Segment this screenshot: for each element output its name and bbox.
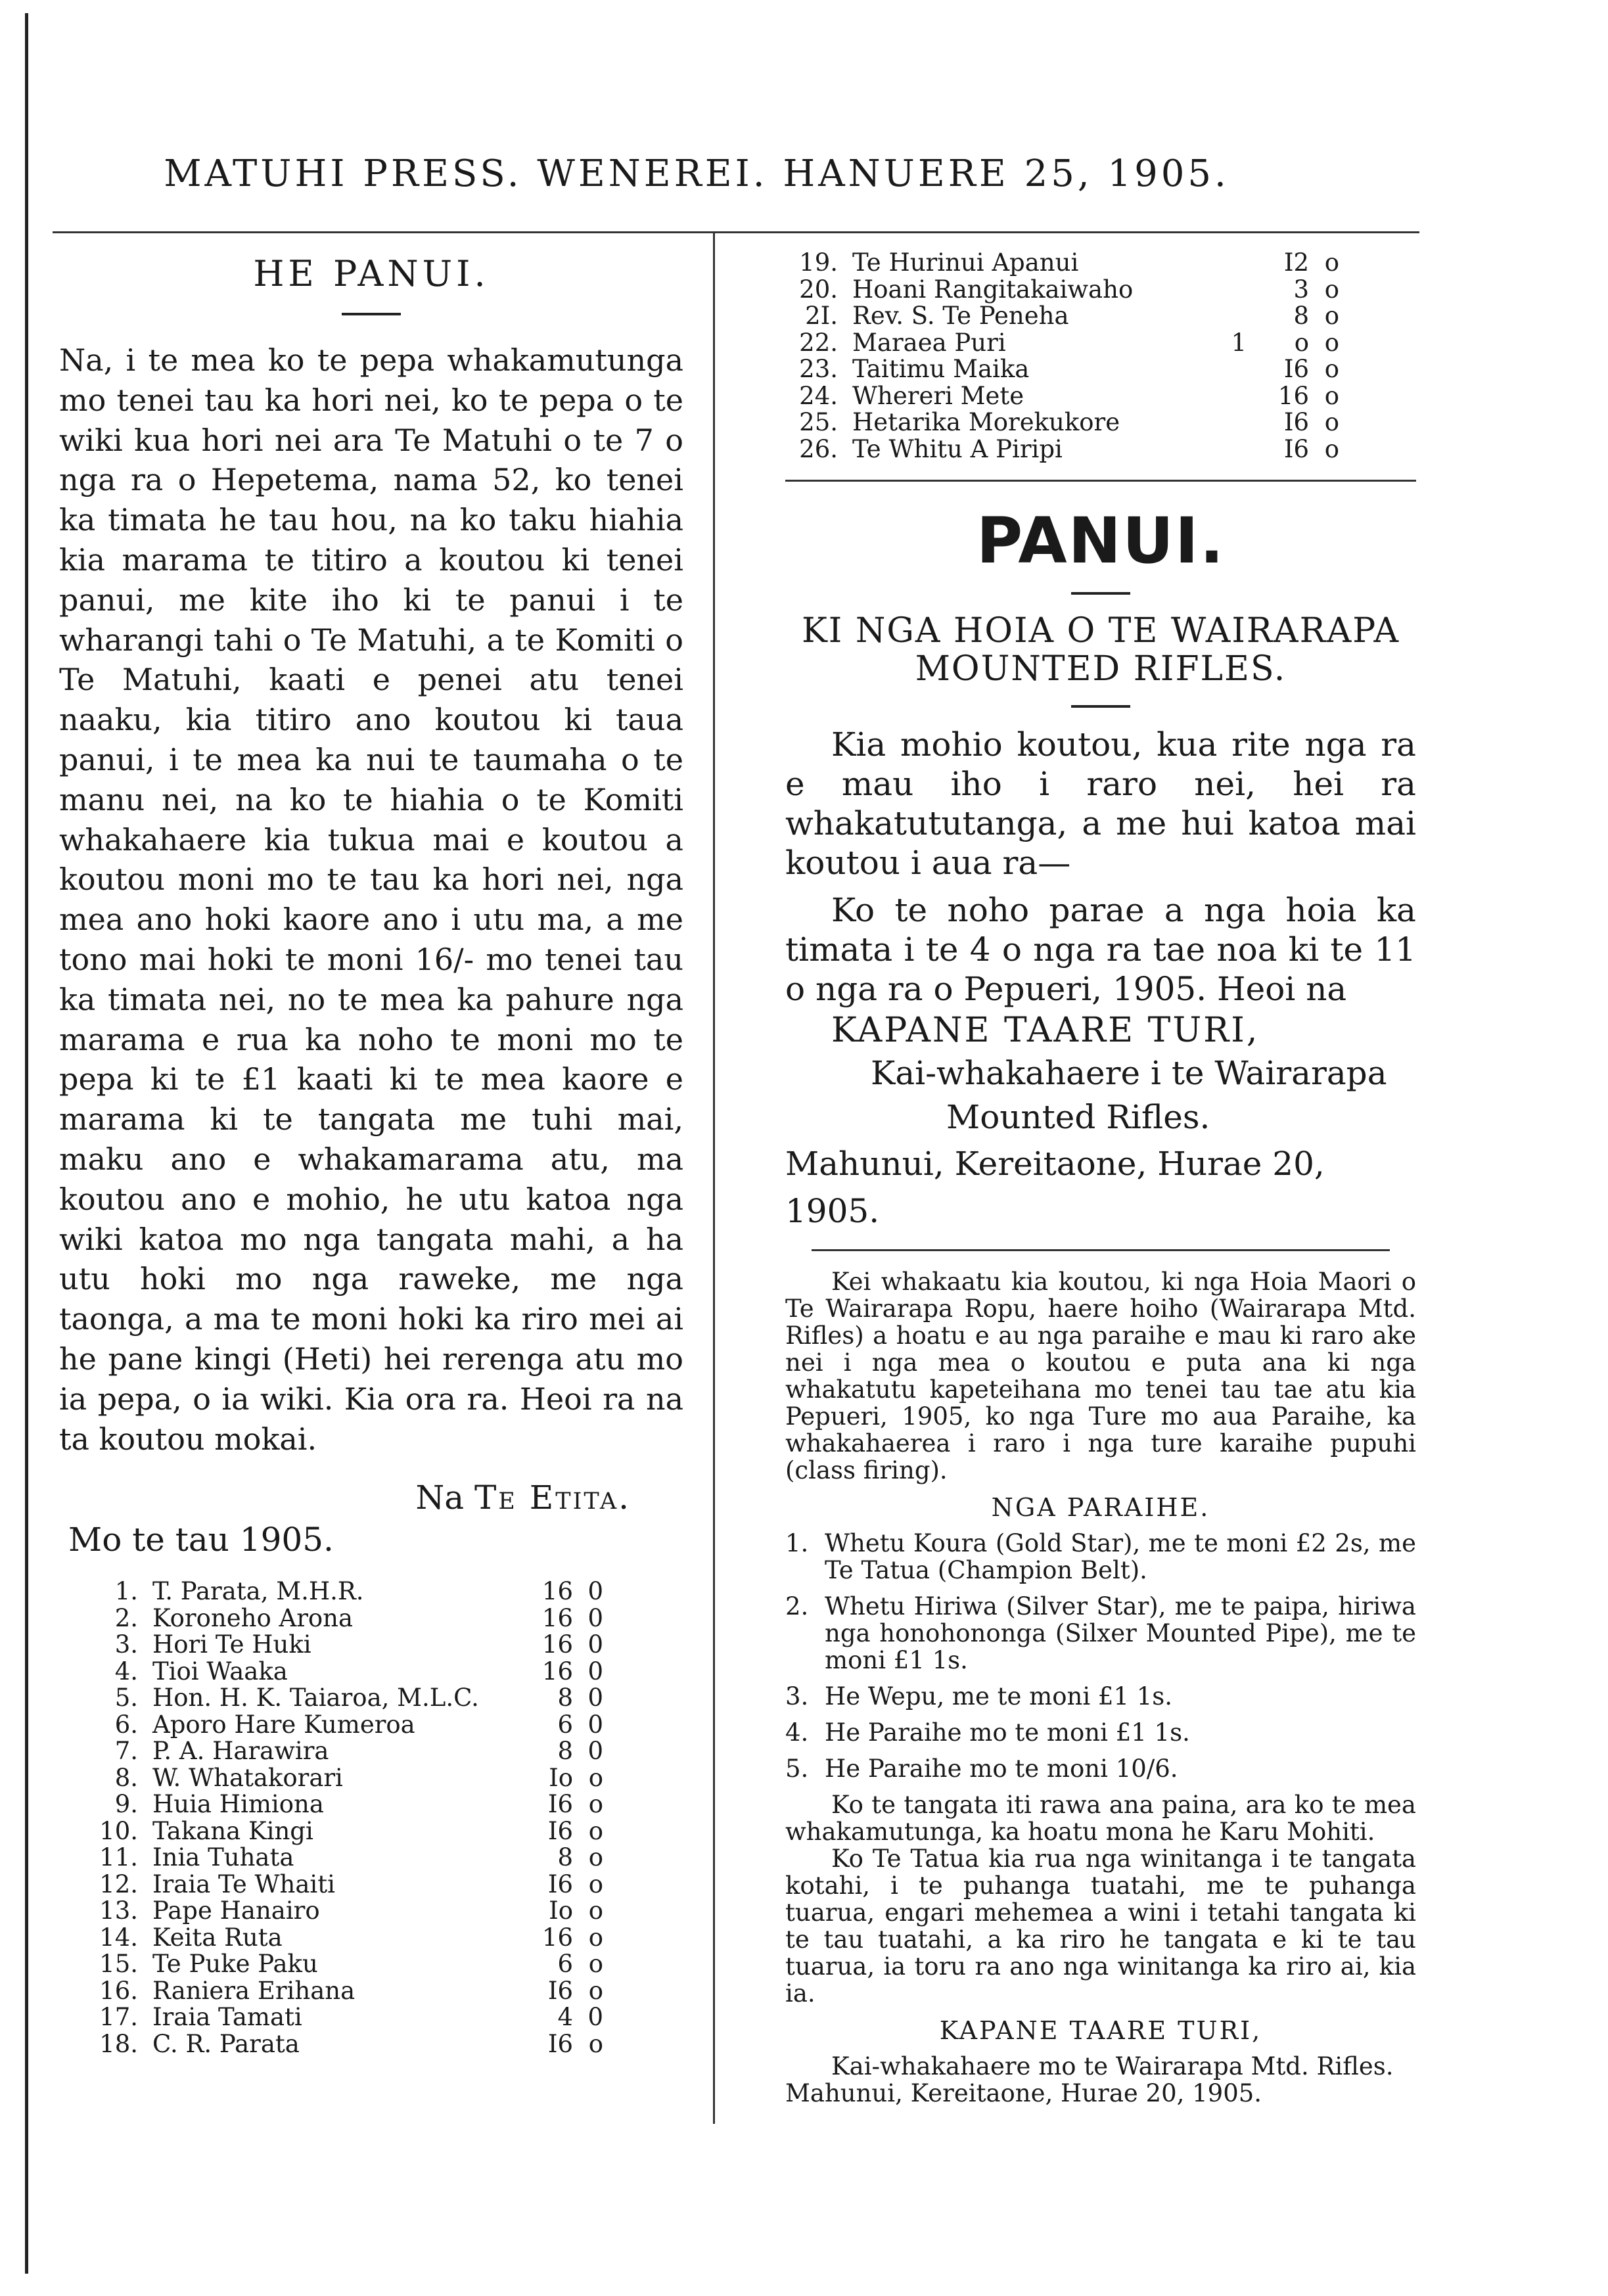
amount-pence: 0	[587, 2003, 603, 2032]
prize-text: Whetu Koura (Gold Star), me te moni £2 2s, me Te Tatua (Champion Belt).	[825, 1529, 1416, 1584]
subscriber-name: T. Parata, M.H.R.	[152, 1577, 364, 1606]
row-number: 20.	[799, 275, 838, 304]
prize-text: He Paraihe mo te moni £1 1s.	[825, 1718, 1190, 1747]
table-row	[85, 1925, 603, 1952]
subscriber-name: Aporo Hare Kumeroa	[152, 1710, 415, 1739]
subscriber-name: Te Whitu A Piripi	[852, 434, 1063, 463]
subscriber-name: Maraea Puri	[852, 328, 1006, 357]
table-row	[85, 1659, 603, 1686]
amount-shillings: 16	[541, 1603, 573, 1632]
amount-shillings: 6	[557, 1950, 573, 1979]
table-row	[85, 2031, 603, 2058]
row-number: 1.	[114, 1577, 138, 1606]
amount-pence: 0	[587, 1603, 603, 1632]
prize-text: Whetu Hiriwa (Silver Star), me te paipa, hiriwa nga honohononga (Silxer Mounted Pipe), me te moni £1 1s.	[825, 1592, 1416, 1674]
amount-pence: o	[588, 1816, 603, 1845]
amount-shillings: I6	[547, 2029, 573, 2058]
heading-rule	[342, 313, 401, 315]
amount-pounds	[1207, 436, 1247, 463]
amount-pounds	[1207, 356, 1247, 383]
table-row	[785, 330, 1339, 357]
amount-pence: o	[588, 1870, 603, 1898]
amount-pence: 0	[587, 1657, 603, 1686]
subscriber-name: Whereri Mete	[852, 381, 1024, 410]
row-number: 13.	[99, 1896, 138, 1925]
table-row	[85, 2004, 603, 2031]
editor-notice-body: Na, i te mea ko te pepa whakamutunga mo tenei tau ka hori nei, ko te pepa o te wiki kua hori nei ara Te Matuhi o te 7 o nga ra o Hepetema, nama 52, ko tenei ka timata he tau hou, na ko taku hiahia kia marama te titiro a koutou ki tenei panui, me kite iho ki te panui i te wharangi tahi o Te Matuhi, a te Komiti o Te Matuhi, kaati e penei atu tenei naaku, kia titiro ano koutou ki taua panui, i te mea ka nui te taumaha o te manu nei, na ko te hiahia o te Komiti whakahaere kia tukua mai e koutou a koutou moni mo te tau ka hori nei, nga mea ano hoki kaore ano i utu ma, a me tono mai hoki te moni 16/- mo tenei tau ka timata nei, no te mea ka pahure nga marama e rua ka noho te moni mo te pepa ki te £1 kaati ki te mea kaore e marama ki te tangata me tuhi mai, maku ano e whakamarama atu, ma koutou ano e mohio, he utu katoa nga wiki katoa mo nga tangata mahi, a ha utu hoki mo nga raweke, me nga taonga, a ma te moni hoki ka riro mei ai he pane kingi (Heti) hei rerenga atu mo ia pepa, o ia wiki. Kia ora ra. Heoi ra na ta koutou mokai.	[59, 342, 683, 1457]
margin-rule	[25, 13, 28, 2274]
table-row	[85, 1845, 603, 1871]
amount-shillings: Io	[549, 1763, 573, 1792]
notice-heading	[785, 612, 1416, 688]
amount-shillings: 16	[541, 1577, 573, 1606]
amount-shillings: Io	[549, 1896, 573, 1925]
he-panui-heading: HE PANUI.	[253, 253, 490, 294]
amount-shillings: I6	[1283, 355, 1309, 383]
section-rule	[785, 480, 1416, 482]
amount-shillings: 8	[1293, 302, 1309, 330]
amount-pence: o	[588, 1790, 603, 1819]
prize-signature-title: Kai-whakahaere mo te Wairarapa Mtd. Rifles.	[831, 2052, 1394, 2080]
amount-pence: o	[588, 2029, 603, 2058]
table-row	[85, 1818, 603, 1845]
signature-name: Te Etita.	[474, 1479, 631, 1517]
table-row	[785, 356, 1339, 383]
amount-pence: o	[588, 1923, 603, 1952]
subscriber-name: Te Hurinui Apanui	[852, 248, 1079, 277]
table-row	[785, 383, 1339, 410]
row-number: 2.	[114, 1603, 138, 1632]
amount-pence: 0	[587, 1577, 603, 1606]
masthead-rule	[53, 231, 1419, 233]
panui-title: PANUI.	[976, 504, 1226, 578]
row-number: 17.	[99, 2003, 138, 2032]
row-number: 10.	[99, 1816, 138, 1845]
prize-number: 1.	[785, 1529, 809, 1557]
subscriber-name: Rev. S. Te Peneha	[852, 302, 1069, 330]
row-number: 11.	[99, 1843, 138, 1872]
table-row	[85, 1632, 603, 1659]
row-number: 2I.	[805, 302, 838, 330]
amount-pence: o	[1324, 302, 1339, 330]
amount-pence: o	[1324, 408, 1339, 436]
list-item	[785, 1683, 1416, 1710]
table-row	[85, 1951, 603, 1978]
subscriber-name: P. A. Harawira	[152, 1737, 329, 1766]
amount-shillings: I6	[547, 1976, 573, 2005]
subscriber-name: Hetarika Morekukore	[852, 408, 1120, 436]
prize-signature-name: KAPANE TAARE TURI,	[939, 2016, 1262, 2045]
left-column	[59, 253, 683, 2057]
amount-shillings: 6	[557, 1710, 573, 1739]
section-rule-2	[812, 1249, 1390, 1251]
row-number: 8.	[114, 1763, 138, 1792]
row-number: 25.	[799, 408, 838, 436]
prizes-heading: NGA PARAIHE.	[991, 1493, 1210, 1522]
subscriber-name: Iraia Te Whaiti	[152, 1870, 335, 1898]
table-row	[85, 1898, 603, 1925]
amount-shillings: I6	[547, 1816, 573, 1845]
amount-shillings: 16	[541, 1630, 573, 1659]
amount-shillings: I2	[1283, 248, 1309, 277]
subscriber-name: Taitimu Maika	[852, 355, 1030, 383]
notice-heading-line2: MOUNTED RIFLES.	[915, 649, 1287, 689]
table-row	[785, 303, 1339, 330]
officer-name: KAPANE TAARE TURI,	[831, 1011, 1260, 1050]
signature-prefix: Na	[415, 1479, 465, 1517]
row-number: 26.	[799, 434, 838, 463]
row-number: 18.	[99, 2029, 138, 2058]
row-number: 4.	[114, 1657, 138, 1686]
row-number: 14.	[99, 1923, 138, 1952]
list-item	[785, 1755, 1416, 1782]
row-number: 19.	[799, 248, 838, 277]
amount-pence: o	[588, 1950, 603, 1979]
officer-title-line1: Kai-whakahaere i te Wairarapa	[871, 1054, 1387, 1092]
list-item	[785, 1593, 1416, 1674]
table-row	[85, 1978, 603, 2005]
subscriber-name: Raniera Erihana	[152, 1976, 356, 2005]
rules-para-2: Ko Te Tatua kia rua nga winitanga i te tangata kotahi, i te puhanga tuatahi, me te puhanga tuarua, engari mehemea a wini i tetahi tangata ki te tau tuatahi, a ka riro he tangata e ki te tau tuarua, ia toru ra ano nga winitanga ka riro ai, kia ia.	[785, 1845, 1416, 2008]
table-row	[785, 409, 1339, 436]
table-row	[785, 277, 1339, 304]
amount-pounds	[1207, 277, 1247, 304]
amount-shillings: o	[1294, 328, 1309, 357]
subscriber-name: W. Whatakorari	[152, 1763, 343, 1792]
subscriber-table-right	[785, 250, 1339, 463]
amount-pence: o	[1324, 248, 1339, 277]
row-number: 23.	[799, 355, 838, 383]
amount-shillings: I6	[547, 1870, 573, 1898]
subscriber-list-heading: Mo te tau 1905.	[68, 1521, 334, 1559]
prize-number: 4.	[785, 1718, 809, 1747]
table-row	[85, 1605, 603, 1632]
table-row	[85, 1685, 603, 1712]
notice-para-1: Kia mohio koutou, kua rite nga ra e mau iho i raro nei, hei ra whakatututanga, a me hui katoa mai koutou i aua ra—	[785, 725, 1416, 882]
amount-shillings: 8	[557, 1684, 573, 1712]
amount-shillings: 16	[541, 1923, 573, 1952]
prize-intro: Kei whakaatu kia koutou, ki nga Hoia Maori o Te Wairarapa Ropu, haere hoiho (Wairarapa Mtd. Rifles) a hoatu e au nga paraihe e mau ki raro ake nei i nga mea o koutou e puta ana ki nga whakatutu kapeteihana mo tenei tau tae atu kia Pepueri, 1905, ko nga Ture mo aua Paraihe, ka whakahaerea i raro i nga ture karaihe pupuhi (class firing).	[785, 1268, 1416, 1484]
subscriber-name: Keita Ruta	[152, 1923, 283, 1952]
row-number: 22.	[799, 328, 838, 357]
row-number: 3.	[114, 1630, 138, 1659]
amount-pence: 0	[587, 1710, 603, 1739]
subscriber-name: Huia Himiona	[152, 1790, 324, 1819]
list-item	[785, 1719, 1416, 1746]
table-row	[85, 1871, 603, 1898]
row-number: 5.	[114, 1684, 138, 1712]
subscriber-name: C. R. Parata	[152, 2029, 300, 2058]
amount-shillings: 4	[557, 2003, 573, 2032]
notice-place-date: Mahunui, Kereitaone, Hurae 20, 1905.	[785, 1145, 1325, 1230]
prize-number: 2.	[785, 1592, 809, 1620]
amount-pence: o	[1324, 381, 1339, 410]
prize-signature-place: Mahunui, Kereitaone, Hurae 20, 1905.	[785, 2079, 1262, 2107]
row-number: 12.	[99, 1870, 138, 1898]
amount-shillings: 16	[1277, 381, 1309, 410]
rules-para-1: Ko te tangata iti rawa ana paina, ara ko te mea whakamutunga, ka hoatu mona he Karu Mohiti.	[785, 1791, 1416, 1846]
subscriber-name: Hori Te Huki	[152, 1630, 311, 1659]
editor-signature	[59, 1479, 683, 1517]
subscriber-name: Hoani Rangitakaiwaho	[852, 275, 1134, 304]
table-row	[85, 1578, 603, 1605]
amount-pence: 0	[587, 1737, 603, 1766]
amount-pence: 0	[587, 1684, 603, 1712]
table-row	[785, 250, 1339, 277]
amount-pence: o	[1324, 328, 1339, 357]
title-rule	[1071, 592, 1130, 595]
subscriber-name: Te Puke Paku	[152, 1950, 318, 1979]
subscriber-name: Takana Kingi	[152, 1816, 313, 1845]
subscriber-table-left	[85, 1578, 603, 2057]
amount-pence: o	[588, 1896, 603, 1925]
row-number: 16.	[99, 1976, 138, 2005]
subscriber-name: Iraia Tamati	[152, 2003, 302, 2032]
table-row	[85, 1791, 603, 1818]
amount-pence: o	[1324, 275, 1339, 304]
amount-pounds	[1207, 250, 1247, 277]
amount-pence: o	[1324, 355, 1339, 383]
amount-shillings: I6	[1283, 408, 1309, 436]
officer-title-line2: Mounted Rifles.	[946, 1098, 1210, 1136]
amount-pounds	[1207, 303, 1247, 330]
amount-pounds	[1207, 383, 1247, 410]
amount-shillings: 8	[557, 1843, 573, 1872]
amount-shillings: I6	[1283, 434, 1309, 463]
table-row	[85, 1712, 603, 1739]
subscriber-name: Tioi Waaka	[152, 1657, 288, 1686]
amount-pence: o	[588, 1976, 603, 2005]
table-row	[85, 1738, 603, 1765]
list-item	[785, 1530, 1416, 1584]
row-number: 7.	[114, 1737, 138, 1766]
prize-list	[785, 1530, 1416, 1782]
prize-number: 3.	[785, 1682, 809, 1711]
notice-para-2: Ko te noho parae a nga hoia ka timata i te 4 o nga ra tae noa ki te 11 o nga ra o Pepueri, 1905. Heoi na	[785, 891, 1416, 1008]
amount-pence: o	[588, 1763, 603, 1792]
row-number: 9.	[114, 1790, 138, 1819]
amount-pounds: 1	[1231, 328, 1247, 357]
notice-heading-rule	[1071, 705, 1130, 708]
row-number: 6.	[114, 1710, 138, 1739]
amount-shillings: I6	[547, 1790, 573, 1819]
amount-pounds	[1207, 409, 1247, 436]
masthead: MATUHI PRESS. WENEREI. HANUERE 25, 1905.	[164, 152, 1229, 195]
amount-pence: o	[588, 1843, 603, 1872]
notice-heading-line1: KI NGA HOIA O TE WAIRARAPA	[801, 611, 1400, 651]
right-column	[785, 250, 1416, 2107]
prize-text: He Paraihe mo te moni 10/6.	[825, 1755, 1178, 1783]
amount-shillings: 16	[541, 1657, 573, 1686]
table-row	[85, 1765, 603, 1792]
amount-shillings: 3	[1293, 275, 1309, 304]
column-divider	[713, 231, 715, 2124]
amount-pence: o	[1324, 434, 1339, 463]
table-row	[785, 436, 1339, 463]
amount-pence: 0	[587, 1630, 603, 1659]
prize-text: He Wepu, me te moni £1 1s.	[825, 1682, 1173, 1711]
subscriber-name: Inia Tuhata	[152, 1843, 294, 1872]
subscriber-name: Koroneho Arona	[152, 1603, 354, 1632]
row-number: 24.	[799, 381, 838, 410]
subscriber-name: Pape Hanairo	[152, 1896, 320, 1925]
subscriber-name: Hon. H. K. Taiaroa, M.L.C.	[152, 1684, 479, 1712]
row-number: 15.	[99, 1950, 138, 1979]
amount-shillings: 8	[557, 1737, 573, 1766]
prize-number: 5.	[785, 1755, 809, 1783]
